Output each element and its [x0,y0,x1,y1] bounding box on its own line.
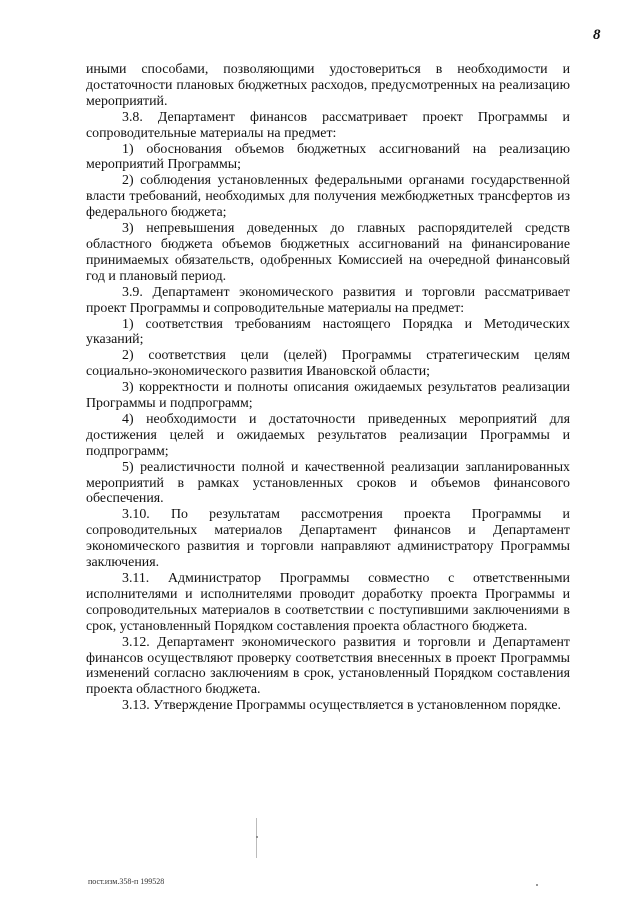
paragraph: 3.13. Утверждение Программы осуществляется в установленном порядке. [122,698,562,714]
paragraph: 4) необходимости и достаточности приведенных мероприятий для достижения целей и ожидаемых результатов реализации Программы и подпрограмм; [86,411,570,459]
paragraph: 1) соответствия требованиям настоящего Порядка и Методических указаний; [86,316,570,348]
paragraph: иными способами, позволяющими удостовериться в необходимости и достаточности плановых бюджетных расходов, предусмотренных на реализацию мероприятий. [86,62,570,109]
scan-speck [256,836,258,838]
paragraph: 2) соблюдения установленных федеральными органами государственной власти требований, необходимых для получения межбюджетных трансфертов из федерального бюджета; [86,173,570,221]
paragraph: 2) соответствия цели (целей) Программы стратегическим целям социально-экономического развития Ивановской области; [86,348,570,380]
document-footer-code: пост.изм.358-п 199528 [88,877,165,886]
scan-speck [536,884,538,886]
paragraph: 3.9. Департамент экономического развития и торговли рассматривает проект Программы и сопроводительные материалы на предмет: [86,284,570,316]
scan-fold-line [256,818,257,858]
paragraph: 1) обоснования объемов бюджетных ассигнований на реализацию мероприятий Программы; [86,141,570,173]
document-body [86,62,570,714]
paragraph: 5) реалистичности полной и качественной реализации запланированных мероприятий в рамках установленных сроков и объемов финансового обеспечения. [86,459,570,507]
paragraph: 3) непревышения доведенных до главных распорядителей средств областного бюджета объемов бюджетных ассигнований на финансирование принимаемых обязательств, одобренных Комиссией на очередной финансовый год и плановый период. [86,221,570,284]
paragraph: 3.10. По результатам рассмотрения проекта Программы и сопроводительных материалов Департамент финансов и Департамент экономического развития и торговли направляют администратору Программы заключения. [86,507,570,571]
paragraph: 3.11. Администратор Программы совместно с ответственными исполнителями и исполнителями проводит доработку проекта Программы и сопроводительных материалов в соответствии с поступившими заключениями в срок, установленный Порядком составления проекта областного бюджета. [86,571,570,634]
paragraph: 3) корректности и полноты описания ожидаемых результатов реализации Программы и подпрограмм; [86,380,570,412]
page-number: 8 [593,27,601,43]
paragraph: 3.8. Департамент финансов рассматривает проект Программы и сопроводительные материалы на предмет: [86,109,570,141]
paragraph: 3.12. Департамент экономического развития и торговли и Департамент финансов осуществляют проверку соответствия внесенных в проект Программы изменений согласно заключениям в срок, установленный Порядком составления проекта областного бюджета. [86,634,570,698]
